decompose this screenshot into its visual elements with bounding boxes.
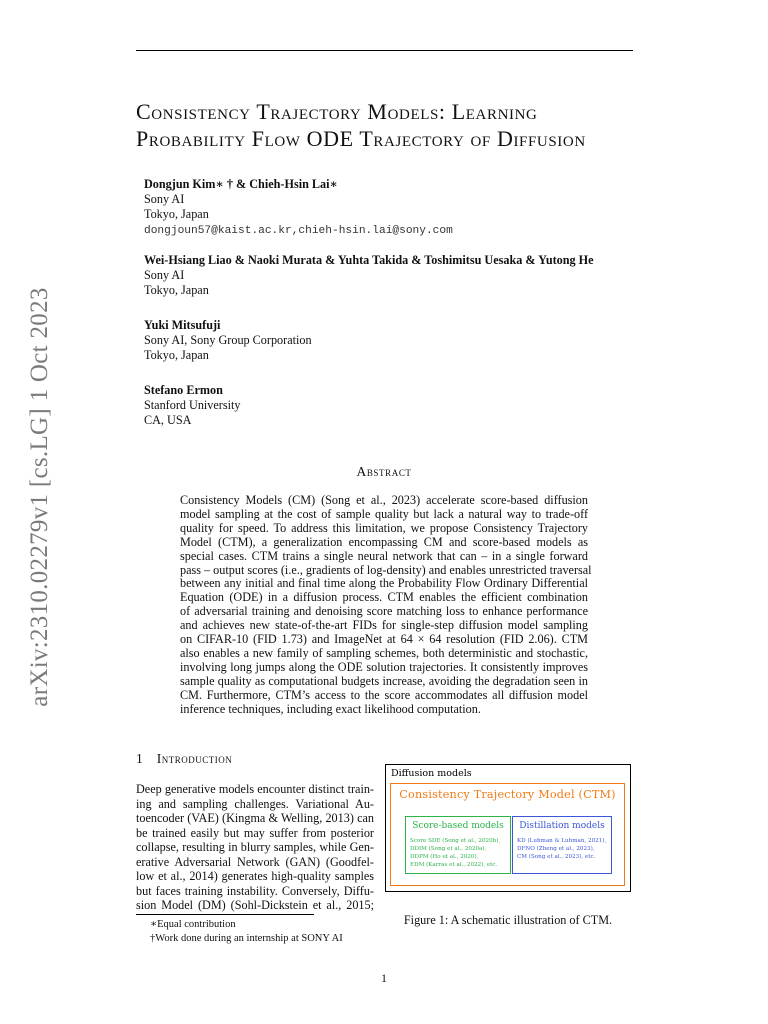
- text-line: pass – output scores (i.e., gradients of log-density) and enables unrestricted traversal: [180, 562, 592, 577]
- text-line: collapse, resulting in blurry samples, while Gen-: [136, 840, 374, 854]
- footnote-equal-contribution: ∗Equal contribution: [150, 919, 236, 930]
- text-line: quality for speed. To address this limitation, we propose Consistency Trajectory: [180, 520, 588, 535]
- score-based-title: Score-based models: [412, 821, 504, 831]
- author-affiliation: Sony AI: [144, 192, 185, 206]
- text-line: sion Model (DM) (Sohl-Dickstein et al., 2015;: [136, 898, 374, 912]
- author-group-4: [144, 383, 624, 428]
- score-item: Score SDE (Song et al., 2020b),: [410, 838, 501, 844]
- section-title: Introduction: [156, 751, 233, 766]
- arxiv-id: arXiv:2310.02279v1 [cs.LG] 1 Oct 2023: [26, 287, 53, 707]
- text-line: sample quality as computational budgets increase, avoiding the degradation seen in: [180, 673, 588, 688]
- author-affiliation: Sony AI, Sony Group Corporation: [144, 333, 312, 347]
- author-location: Tokyo, Japan: [144, 348, 209, 362]
- text-line: special cases. CTM trains a single neural network that can – in a single forward: [180, 548, 588, 563]
- text-line: involving long jumps along the ODE solution trajectories. It consistently improves: [180, 659, 588, 674]
- text-line: erative Adversarial Network (GAN) (Goodfel-: [136, 854, 374, 869]
- text-line: of adversarial training and denoising score matching loss to enhance performance: [180, 604, 588, 619]
- section-heading: [136, 751, 232, 767]
- distillation-title: Distillation models: [519, 821, 605, 831]
- score-item: DDIM (Song et al., 2020a),: [410, 846, 487, 852]
- author-group-1: [144, 177, 624, 239]
- author-location: Tokyo, Japan: [144, 283, 209, 297]
- score-based-items: [410, 837, 500, 869]
- page-number: 1: [381, 971, 387, 985]
- text-line: CM. Furthermore, CTM’s access to the score accommodates all diffusion model: [180, 687, 588, 702]
- author-location: CA, USA: [144, 413, 192, 427]
- text-line: toencoder (VAE) (Kingma & Welling, 2013) can: [136, 811, 374, 825]
- text-line: Deep generative models encounter distinct train-: [136, 782, 374, 796]
- abstract-heading: Abstract: [356, 464, 412, 479]
- author-names: Stefano Ermon: [144, 383, 223, 397]
- text-line: ing and sampling challenges. Variational Au-: [136, 796, 374, 811]
- title-line-2: Probability Flow ODE Trajectory of Diffusion: [136, 126, 586, 151]
- author-names: Dongjun Kim∗ † & Chieh-Hsin Lai∗: [144, 177, 338, 191]
- text-line: be trained easily but may suffer from posterior: [136, 825, 374, 840]
- author-affiliation: Sony AI: [144, 268, 185, 282]
- text-line: on CIFAR-10 (FID 1.73) and ImageNet at 64 × 64 resolution (FID 2.06). CTM: [180, 632, 588, 647]
- distill-item: KD (Luhman & Luhman, 2021),: [517, 838, 607, 844]
- paper-title: [136, 98, 656, 152]
- footnote-rule: [136, 914, 314, 915]
- intro-paragraph: [136, 782, 374, 913]
- abstract-body: [180, 493, 592, 717]
- text-line: model sampling at the cost of sample quality but lack a natural way to trade-off: [180, 506, 588, 521]
- footnotes: [150, 918, 343, 946]
- author-names: Yuki Mitsufuji: [144, 318, 221, 332]
- text-line: low et al., 2014) generates high-quality samples: [136, 869, 374, 883]
- footnote-internship: †Work done during an internship at SONY AI: [150, 933, 343, 944]
- title-line-1: Consistency Trajectory Models: Learning: [136, 99, 538, 124]
- author-names: Wei-Hsiang Liao & Naoki Murata & Yuhta Takida & Toshimitsu Uesaka & Yutong He: [144, 253, 594, 267]
- text-line: Equation (ODE) in a diffusion process. CTM enables the efficient combination: [180, 590, 588, 605]
- author-group-2: [144, 253, 624, 298]
- distillation-items: [517, 837, 606, 861]
- distill-item: CM (Song et al., 2023), etc.: [517, 854, 596, 860]
- score-based-box: [405, 816, 511, 874]
- figure-caption: Figure 1: A schematic illustration of CTM.: [403, 913, 613, 927]
- author-location: Tokyo, Japan: [144, 207, 209, 221]
- top-rule: [136, 50, 633, 51]
- text-line: also enables a new family of sampling schemes, both deterministic and stochastic,: [180, 645, 588, 660]
- text-line: Model (CTM), a generalization encompassing CM and score-based models as: [180, 534, 588, 549]
- ctm-title: Consistency Trajectory Model (CTM): [399, 788, 616, 801]
- distillation-box: [512, 816, 612, 874]
- author-group-3: [144, 318, 624, 363]
- figure-outer-label: Diffusion models: [391, 768, 472, 779]
- text-line: Consistency Models (CM) (Song et al., 2023) accelerate score-based diffusion: [180, 493, 588, 507]
- distill-item: DFNO (Zheng et al., 2023),: [517, 846, 595, 852]
- text-line: between any initial and final time along the Probability Flow Ordinary Differential: [180, 576, 588, 591]
- section-number: 1: [136, 751, 143, 766]
- figure-diffusion-models: [385, 764, 631, 892]
- score-item: EDM (Karras et al., 2022), etc.: [410, 862, 498, 868]
- text-line: inference techniques, including exact likelihood computation.: [180, 701, 481, 716]
- author-email[interactable]: dongjoun57@kaist.ac.kr,chieh-hsin.lai@sony.com: [144, 225, 453, 237]
- author-affiliation: Stanford University: [144, 398, 241, 412]
- score-item: DDPM (Ho et al., 2020),: [410, 854, 479, 860]
- text-line: but faces training instability. Conversely, Diffu-: [136, 883, 374, 898]
- ctm-box: [390, 783, 625, 886]
- text-line: and achieves new state-of-the-art FIDs for single-step diffusion model sampling: [180, 618, 588, 633]
